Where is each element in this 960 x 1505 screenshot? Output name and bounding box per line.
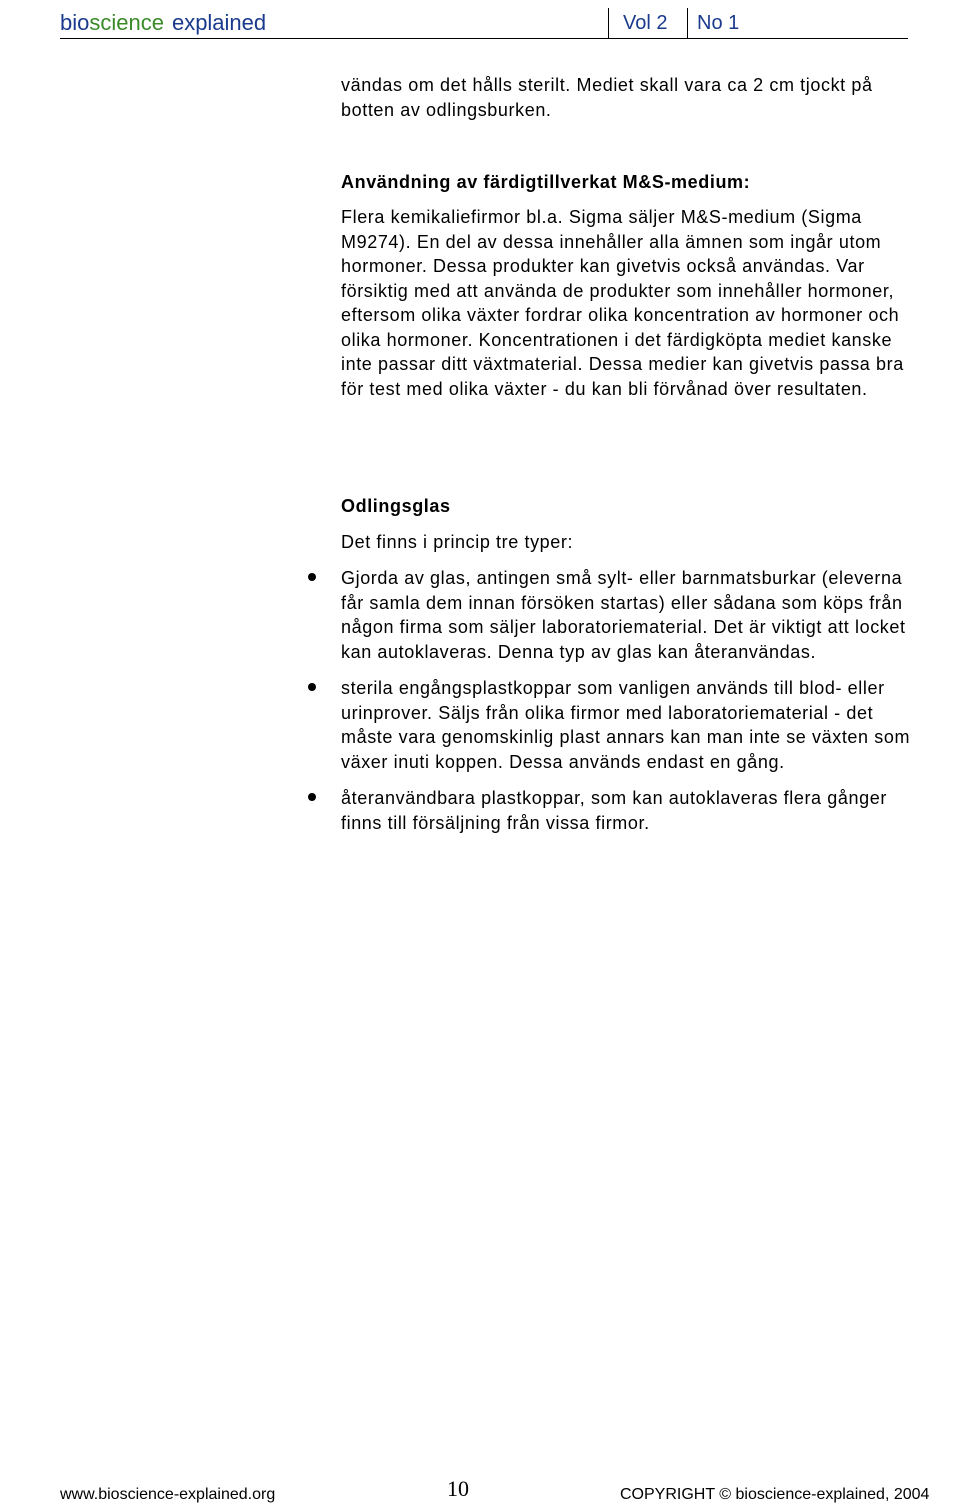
- types-list: [341, 566, 911, 847]
- header-divider: [687, 8, 688, 38]
- list-item-text: Gjorda av glas, antingen små sylt- eller barnmatsburkar (eleverna får samla dem innan försöken startas) eller sådana som köps från någon firma som säljer laboratoriematerial. Det är viktigt att locket kan autoklaveras. Denna typ av glas kan återanvändas.: [341, 568, 906, 662]
- brand-explained: explained: [171, 10, 267, 35]
- page-number: 10: [447, 1476, 469, 1501]
- paragraph-medium: Flera kemikaliefirmor bl.a. Sigma säljer M&S-medium (Sigma M9274). En del av dessa innehåller alla ämnen som ingår utom hormoner. Dessa produkter kan givetvis också användas. Var försiktig med att använda de produkter som innehåller hormoner, eftersom olika växter fordrar olika koncentration av hormoner och olika hormoner. Koncentrationen i det färdigköpta mediet kanske inte passar ditt växtmaterial. Dessa medier kan givetvis passa bra för test med olika växter - du kan bli förvånad över resultaten.: [341, 207, 904, 399]
- volume-label: Vol 2: [623, 12, 668, 34]
- footer-url: www.bioscience-explained.org: [60, 1486, 276, 1503]
- paragraph-continuation: vändas om det hålls sterilt. Mediet skall vara ca 2 cm tjockt på botten av odlingsburken.: [341, 75, 873, 120]
- section-heading-glass: Odlingsglas: [341, 496, 451, 516]
- list-item-text: sterila engångsplastkoppar som vanligen används till blod- eller urinprover. Säljs från olika firmor med laboratoriematerial - det måste vara genomskinlig plast annars kan man inte se växten som växer inuti koppen. Dessa används endast en gång.: [341, 678, 911, 772]
- header-divider: [608, 8, 609, 38]
- list-item-text: återanvändbara plastkoppar, som kan autoklaveras flera gånger finns till försäljning från vissa firmor.: [341, 788, 887, 833]
- bullet-icon: [308, 683, 316, 691]
- section-heading-medium: Användning av färdigtillverkat M&S-medium:: [341, 172, 751, 192]
- brand-science: science: [89, 10, 164, 35]
- list-item: [341, 566, 911, 664]
- list-item: [341, 786, 911, 835]
- list-item: [341, 676, 911, 774]
- journal-brand: [60, 10, 266, 36]
- brand-bio: bio: [60, 10, 90, 35]
- bullet-icon: [308, 793, 316, 801]
- footer-copyright: COPYRIGHT © bioscience-explained, 2004: [620, 1486, 930, 1503]
- issue-label: No 1: [697, 12, 740, 34]
- page-header: [60, 6, 908, 39]
- paragraph-intro-types: Det finns i princip tre typer:: [341, 532, 574, 552]
- bullet-icon: [308, 573, 316, 581]
